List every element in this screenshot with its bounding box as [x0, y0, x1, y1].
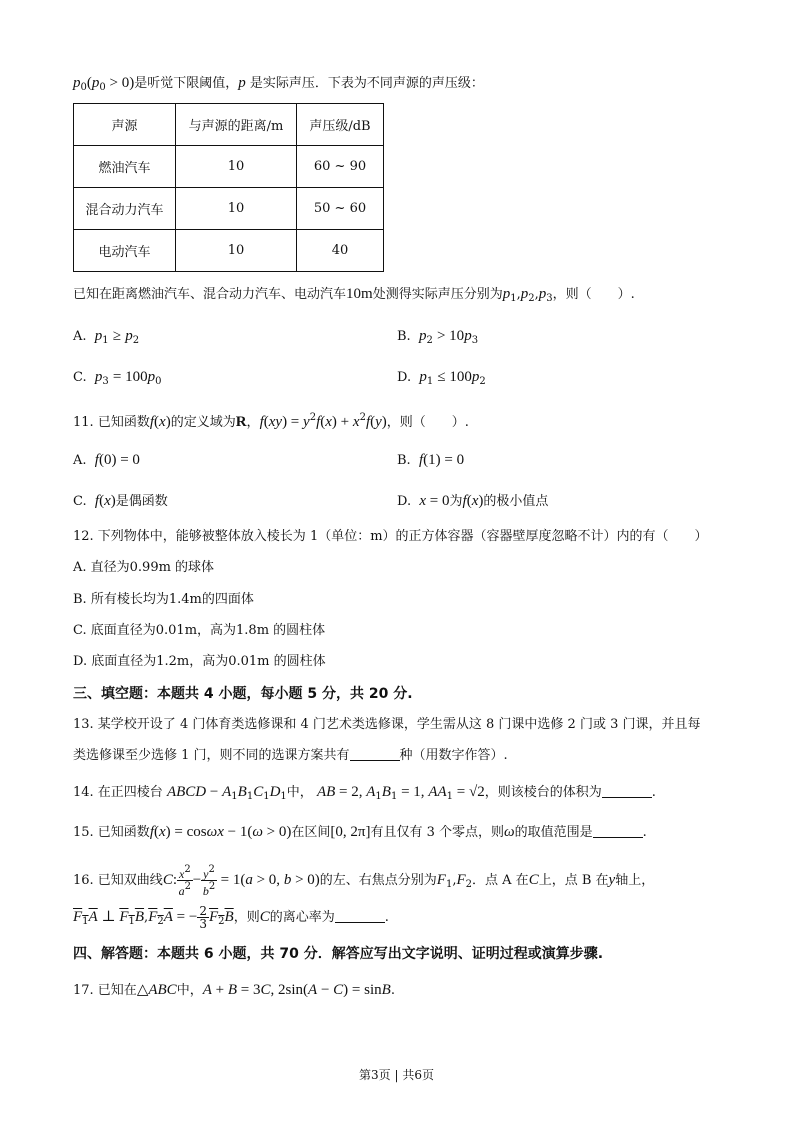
q14: 14. 在正四棱台 ABCD − $A_1B_1C_1D_1$中， AB = 2, $A_1B_1 = 1$, $AA_1 = √2$，则该棱台的体积为 .	[73, 784, 656, 802]
q12-option-a: A. 直径为0.99m 的球体	[73, 560, 215, 575]
page-footer: 第3页 | 共6页	[359, 1068, 434, 1082]
table-cell: 50 ~ 60	[297, 188, 384, 230]
table-header-row	[74, 104, 384, 146]
answer-blank[interactable]	[593, 823, 643, 838]
q11-option-c: C. f(x)是偶函数	[73, 493, 168, 509]
table-cell: 燃油汽车	[74, 146, 176, 188]
q16-line1: 16. 已知双曲线C: $\frac{x^2}{a^2}$ − $\frac{y^2}{b^2}$ = 1(a > 0, b > 0)的左、右焦点分别为$F_1,F_2$．点 A 在C上，点 B 在y轴上，	[73, 864, 655, 898]
intro-line: $p_0(p_0 > 0)$是听觉下限阈值，p 是实际声压．下表为不同声源的声压级：	[73, 75, 484, 93]
table-row	[74, 146, 384, 188]
table-cell: 60 ~ 90	[297, 146, 384, 188]
q10-option-c: C. $p_3 = 100p_0$	[73, 369, 162, 387]
table-row	[74, 188, 384, 230]
q12-option-d: D. 底面直径为1.2m，高为0.01m 的圆柱体	[73, 654, 326, 669]
table-row	[74, 230, 384, 272]
table-header: 与声源的距离/m	[176, 104, 297, 146]
table-cell: 电动汽车	[74, 230, 176, 272]
table-cell: 混合动力汽车	[74, 188, 176, 230]
q10-option-a: A. $p_1 \ge p_2$	[73, 328, 140, 346]
table-header: 声压级/dB	[297, 104, 384, 146]
q13-line1: 13. 某学校开设了 4 门体育类选修课和 4 门艺术类选修课，学生需从这 8 门课中选修 2 门或 3 门课，并且每	[73, 717, 701, 732]
q12-stem: 12. 下列物体中，能够被整体放入棱长为 1（单位：m）的正方体容器（容器壁厚度忽略不计）内的有（ ）	[73, 529, 708, 544]
answer-blank[interactable]	[335, 908, 385, 923]
q13-line2: 类选修课至少选修 1 门，则不同的选课方案共有 种（用数字作答）.	[73, 748, 508, 763]
table-cell: 40	[297, 230, 384, 272]
q17: 17. 已知在△ABC中，A + B = 3C, 2sin(A − C) = sinB.	[73, 982, 395, 998]
table-cell: 10	[176, 188, 297, 230]
q11-option-a: A. f(0) = 0	[73, 452, 140, 468]
answer-blank[interactable]	[350, 746, 400, 761]
table-cell: 10	[176, 146, 297, 188]
section-4-heading: 四、解答题：本题共 6 小题，共 70 分．解答应写出文字说明、证明过程或演算步骤.	[73, 946, 604, 962]
q11-option-d: D. x = 0为f(x)的极小值点	[397, 493, 549, 509]
table-header: 声源	[74, 104, 176, 146]
q12-option-c: C. 底面直径为0.01m，高为1.8m 的圆柱体	[73, 623, 326, 638]
table-cell: 10	[176, 230, 297, 272]
q11-option-b: B. f(1) = 0	[397, 452, 465, 468]
q10-option-b: B. $p_2 > 10p_3$	[397, 328, 479, 346]
q16-line2: $F_1A$ ⊥ $F_1B,F_2A$ = − $\frac{2}{3}$ $F_2B$，则C的离心率为 .	[73, 904, 389, 931]
q11-stem: 11. 已知函数f(x)的定义域为R，$f(xy) = y^2f(x) + x^2f(y)$，则（ ）.	[73, 412, 469, 430]
section-3-heading: 三、填空题：本题共 4 小题，每小题 5 分，共 20 分.	[73, 686, 413, 702]
q12-option-b: B. 所有棱长均为1.4m的四面体	[73, 592, 254, 607]
answer-blank[interactable]	[602, 783, 652, 798]
q15: 15. 已知函数f(x) = cosωx − 1(ω > 0)在区间[0, 2π]有且仅有 3 个零点，则ω的取值范围是 .	[73, 824, 647, 840]
q10-stem: 已知在距离燃油汽车、混合动力汽车、电动汽车10m处测得实际声压分别为$p_1,p_2,p_3$，则（ ）.	[73, 286, 635, 304]
sound-table	[73, 103, 384, 272]
q10-option-d: D. $p_1 \le 100p_2$	[397, 369, 486, 387]
